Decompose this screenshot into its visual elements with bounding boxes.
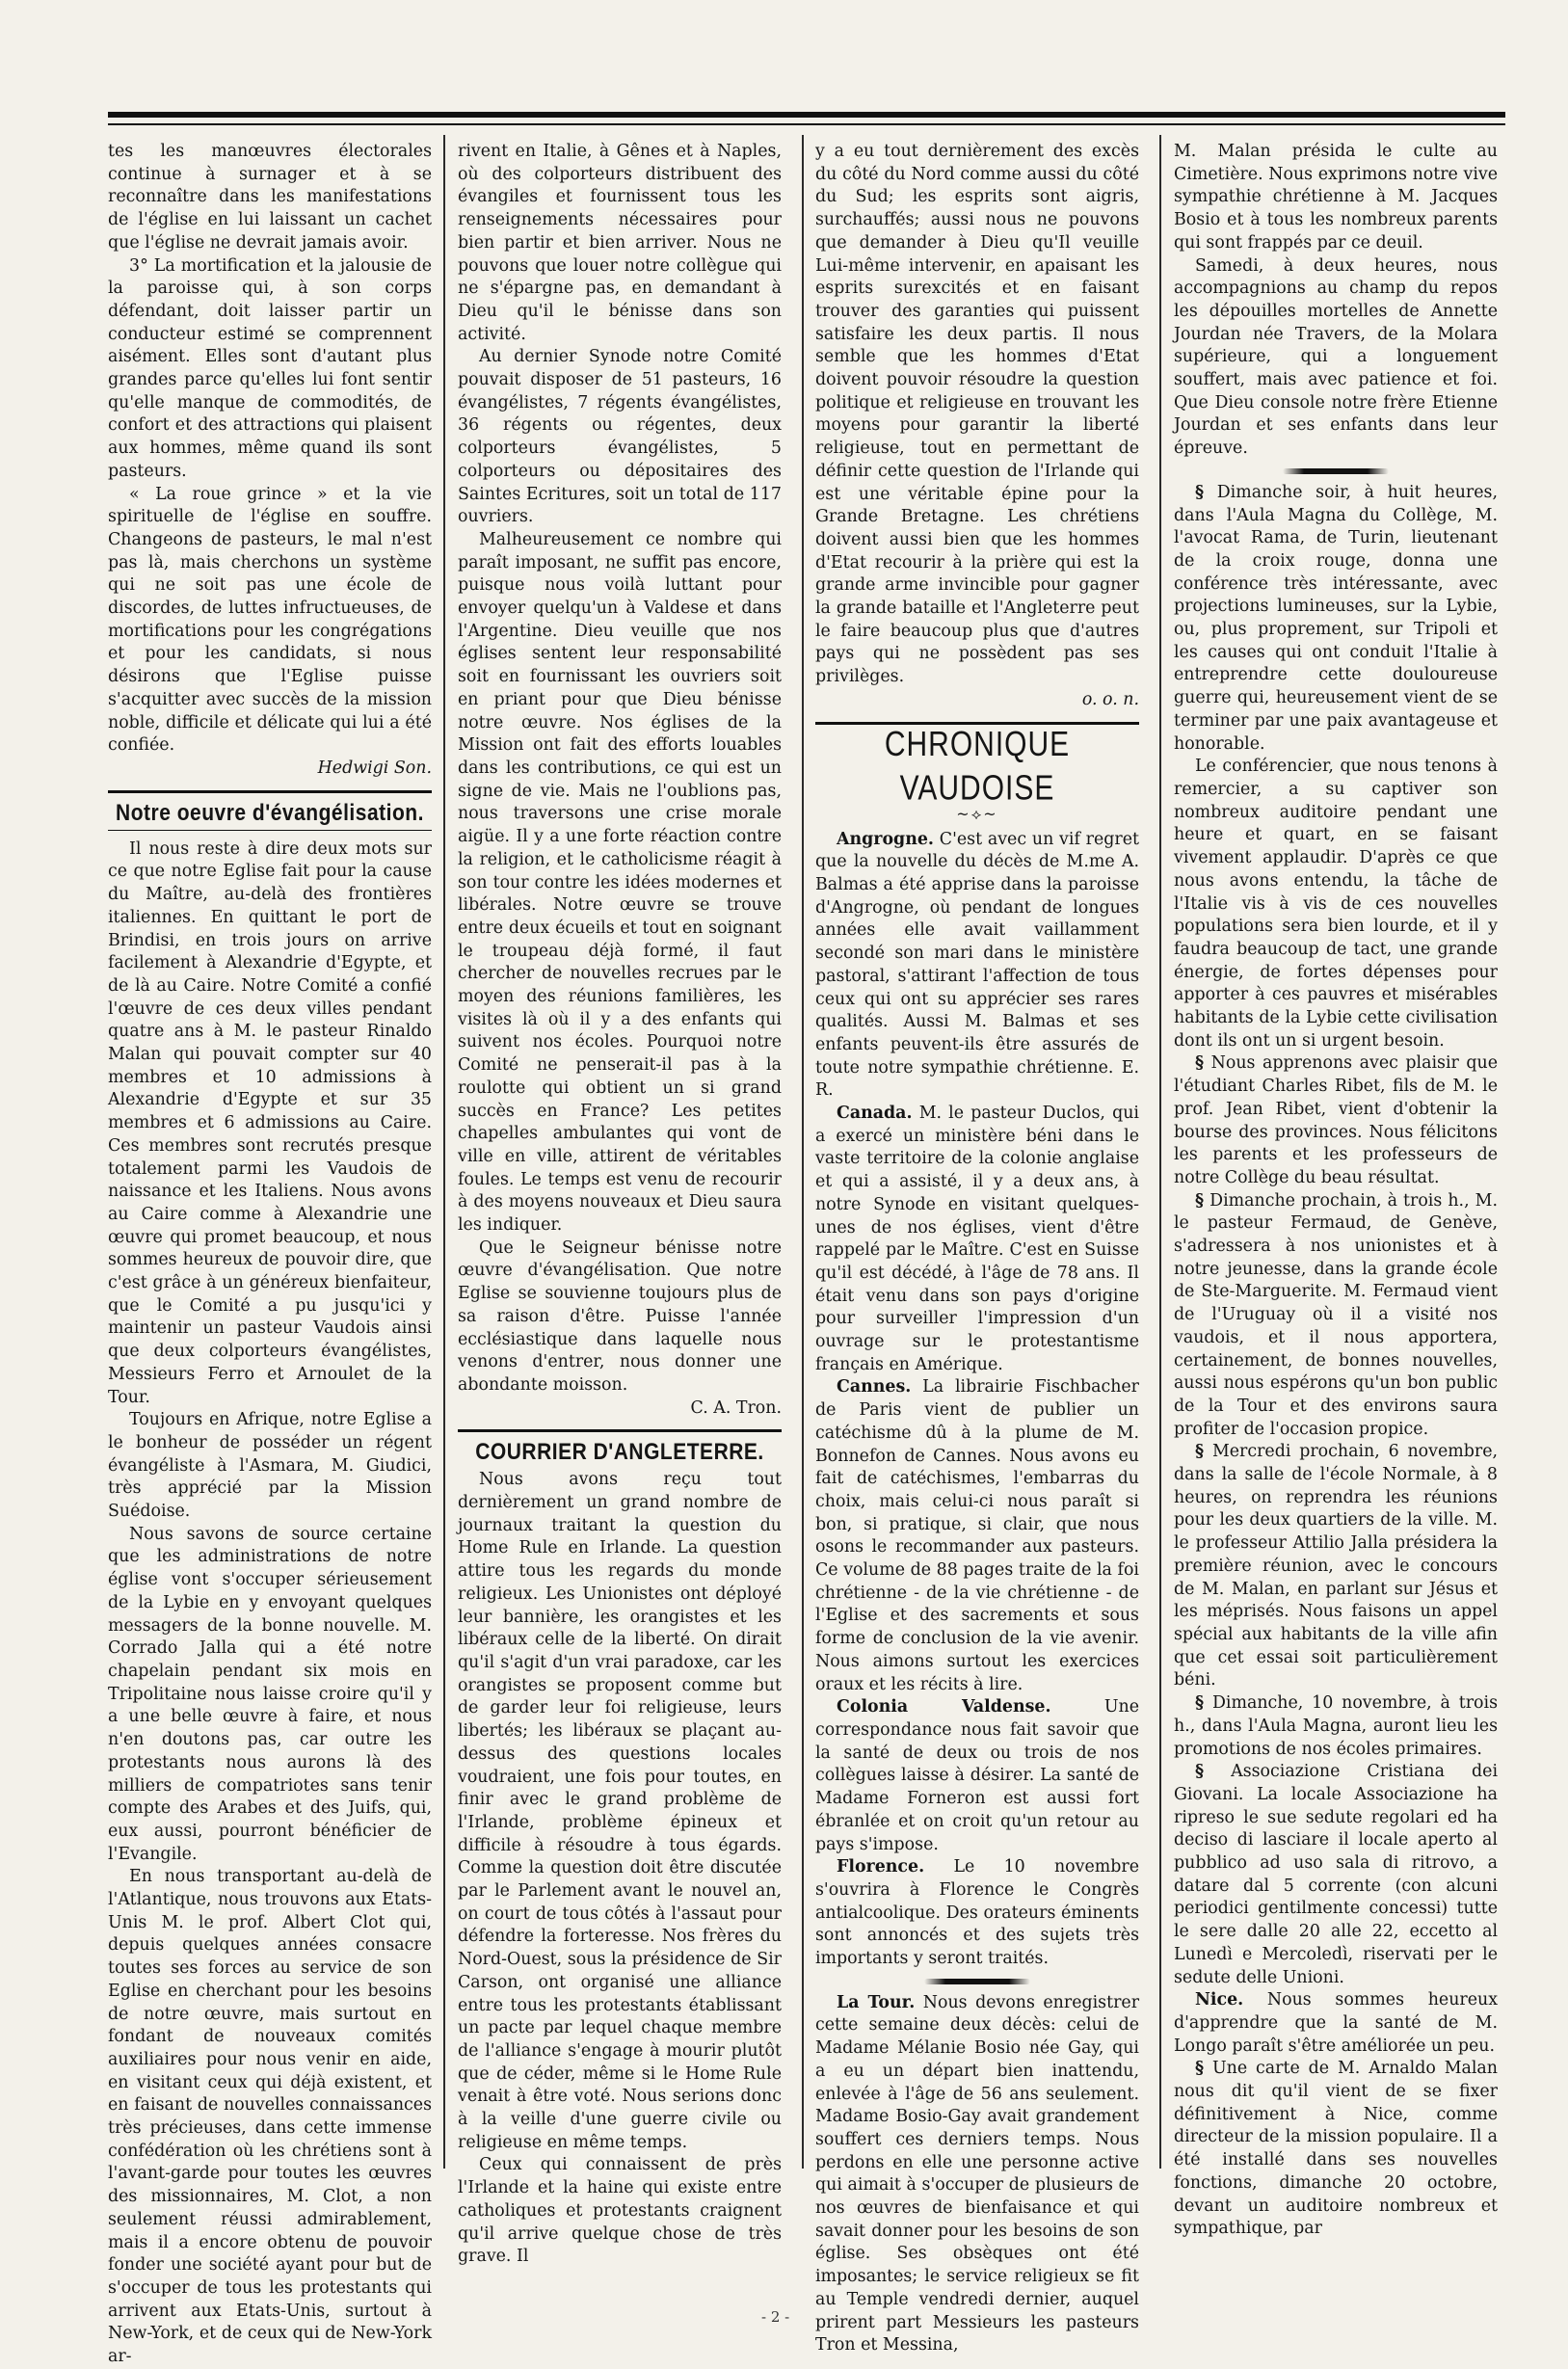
news-text: Nous sommes heureux d'apprendre que la santé de M. Longo paraît s'être améliorée un peu. [1174, 1990, 1499, 2056]
paragraph-mark-icon: § [1195, 1190, 1205, 1211]
column-2 [458, 141, 782, 2269]
paragraph: En nous transportant au-delà de l'Atlantique, nous trouvons aux Etats-Unis M. le prof. Albert Clot qui, depuis quelques années consacre toutes ses forces au service de son Eglise en cherchant pour les besoins de notre œuvre, mais surtout en fondant de nouveaux comités auxiliaires pour nous venir en aide, en visitant ceux qui déjà existent, et en faisant de nouvelles connaissances très précieuses, dans cette immense confédération où les chrétiens sont à l'avant-garde pour toutes les œuvres des missionnaires, M. Clot, a non seulement réussi admirablement, mais il a encore obtenu de pouvoir fonder une société ayant pour but de s'occuper de tous les protestants qui arrivent aux Etats-Unis, surtout à New-York, et de ceux qui de New-York ar- [108, 1867, 432, 2367]
masthead-rule-thin [108, 123, 1505, 125]
column-1 [108, 141, 432, 2369]
news-text: Le 10 novembre s'ouvrira à Florence le Congrès antialcoolique. Des orateurs éminents sont annoncés et des sujets très importants y seront traités. [815, 1857, 1139, 1969]
news-text: Mercredi prochain, 6 novembre, dans la salle de l'école Normale, à 8 heures, on reprendra les réunions pour les deux quartiers de la ville. M. le professeur Attilio Jalla présidera la première réunion, avec le concours de M. Malan, en parlant sur Jésus et les méprisés. Nous faisons un appel spécial aux habitants de la ville afin que cet essai soit particulièrement béni. [1174, 1442, 1499, 1690]
article-signature: Hedwigi Son. [317, 758, 432, 778]
section-rule [108, 830, 432, 831]
paragraph: y a eu tout dernièrement des excès du côté du Nord comme aussi du côté du Sud; les esprits sont aigris, surchauffés; aussi nous ne pouvons que demander à Dieu qu'Il veuille Lui-même intervenir, en apaisant les esprits surexcités et en faisant trouver des garanties qui puissent satisfaire les deux partis. Il nous semble que les hommes d'Etat doivent pouvoir résoudre la question politique et religieuse en trouvant les moyens pour garantir la liberté religieuse, tout en permettant de définir cette question de l'Irlande qui est une véritable épine pour la Grande Bretagne. Les chrétiens doivent aussi bien que les hommes d'Etat recourir à la prière qui est la grande arme invincible pour gagner la grande bataille et l'Angleterre peut le faire beaucoup plus que d'autres pays qui ne possèdent pas ses privilèges. [815, 142, 1139, 687]
paragraph-mark-icon: § [1195, 1762, 1205, 1782]
paragraph: Que le Seigneur bénisse notre œuvre d'évangélisation. Que notre Eglise se souvienne toujours plus de sa raison d'être. Puisse l'année ecclésiastique dans laquelle nous venons d'entrer, nous donner une abondante moisson. [458, 1238, 782, 1395]
paragraph: Au dernier Synode notre Comité pouvait disposer de 51 pasteurs, 16 évangélistes, 7 régents évangélistes, 36 régents ou régentes, deux colporteurs évangélistes, 5 colporteurs ou dépositaires des Saintes Ecritures, soit un total de 117 ouvriers. [458, 347, 782, 527]
paragraph: 3° La mortification et la jalousie de la paroisse qui, à son corps défendant, doit laisser partir un conducteur estimé se comprennent aisément. Elles sont d'autant plus grandes parce qu'elles lui font sentir qu'elle manque de commodités, de confort et des attractions qui plaisent aux hommes, même quand ils sont pasteurs. [108, 255, 432, 481]
locality-heading: Cannes. [837, 1377, 912, 1397]
paragraph: « La roue grince » et la vie spirituelle de l'église en souffre. Changeons de pasteurs, le mal n'est pas là, mais cherchons un système qui ne soit pas une école de discordes, de luttes infructueuses, de mortifications pour les congrégations et pour les candidats, si nous désirons que l'Eglise puisse s'acquitter avec succès de la mission noble, difficile et délicate qui lui a été confiée. [108, 484, 432, 756]
locality-heading: Angrogne. [837, 829, 934, 849]
paragraph: Il nous reste à dire deux mots sur ce que notre Eglise fait pour la cause du Maître, au-delà des frontières italiennes. En quittant le port de Brindisi, en trois jours on arrive facilement à Alexandrie d'Egypte, et de là au Caire. Notre Comité a confié l'œuvre de ces deux villes pendant quatre ans à M. le pasteur Rinaldo Malan qui pouvait compter sur 40 membres et 10 admissions à Alexandrie d'Egypte et sur 35 membres et 6 admissions au Caire. Ces membres sont recrutés presque totalement parmi les Vaudois de naissance et les Italiens. Nous avons au Caire comme à Alexandrie une œuvre qui promet beaucoup, et nous sommes heureux de pouvoir dire, que c'est grâce à un généreux bienfaiteur, que le Comité a pu jusqu'ici y maintenir un pasteur Vaudois ainsi que deux colporteurs évangélistes, Messieurs Ferro et Arnoulet de la Tour. [108, 838, 432, 1407]
flourish-ornament: ~⟡~ [956, 804, 998, 823]
paragraph-mark-icon: § [1195, 2059, 1205, 2079]
column-divider [1159, 135, 1161, 2169]
news-text: Dimanche prochain, à trois h., M. le pasteur Fermaud, de Genève, s'adressera à nos unionistes et à notre jeunesse, dans la grande école de Ste-Marguerite. M. Fermaud vient de l'Uruguay où il a visité nos vaudois, et il nous apportera, certainement, de bonnes nouvelles, aussi nous espérons qu'un bon public de la Tour et des environs saura profiter de l'occasion propice. [1174, 1190, 1498, 1439]
paragraph: rivent en Italie, à Gênes et à Naples, où des colporteurs distribuent des évangiles et fournissent tous les renseignements nécessaires pour bien partir et bien arriver. Nous ne pouvons que louer notre collègue qui ne s'épargne pas, en demandant à Dieu qu'il le bénisse dans son activité. [458, 142, 782, 344]
locality-heading: La Tour. [837, 1992, 916, 2012]
news-text: M. le pasteur Duclos, qui a exercé un ministère béni dans le vaste territoire de la colonie anglaise et qui a assisté, il y a deux ans, à notre Synode en visitant quelques-unes de nos églises, vient d'être rappelé par le Maître. C'est en Suisse qu'il est décédé, à l'âge de 78 ans. Il était venu dans son pays d'origine pour surveiller l'impression d'un ouvrage sur le protestantisme français en Amérique. [815, 1104, 1139, 1374]
paragraph-mark-icon: § [1195, 1053, 1205, 1074]
news-text: Nous apprenons avec plaisir que l'étudiant Charles Ribet, fils de M. le prof. Jean Ribet, vient d'obtenir la bourse des provinces. Nous félicitons les parents et les professeurs de notre Collège du beau résultat. [1174, 1053, 1499, 1187]
article-title: Notre oeuvre d'évangélisation. [116, 799, 424, 826]
paragraph: tes les manœuvres électorales continue à surnager et à se reconnaître dans les manifestations de l'église en lui laissant un cachet que l'église ne devrait jamais avoir. [108, 142, 432, 253]
news-text: La librairie Fischbacher de Paris vient de publier un catéchisme dû à la plume de M. Bonnefon de Cannes. Nous avons eu fait de catéchismes, l'embarras du choix, mais celui-ci nous paraît si bon, si pratique, si clair, que nous osons le recommander aux pasteurs. Ce volume de 88 pages traite de la foi chrétienne - de la vie chrétienne - de l'Eglise et des sacrements et sous forme de conclusion de la vie avenir. Nous aimons surtout les exercices oraux et les récits à lire. [815, 1377, 1139, 1694]
paragraph: Ceux qui connaissent de près l'Irlande et la haine qui existe entre catholiques et protestants craignent qu'il arrive quelque chose de très grave. Il [458, 2155, 782, 2267]
article-title: COURRIER D'ANGLETERRE. [475, 1439, 764, 1466]
locality-heading: Canada. [837, 1104, 913, 1124]
section-title: CHRONIQUE VAUDOISE [884, 725, 1071, 808]
section-rule [458, 1429, 782, 1432]
paragraph: Nous savons de source certaine que les administrations de notre église vont s'occuper sérieusement de la Lybie en y envoyant quelques messagers de la bonne nouvelle. M. Corrado Jalla qui a été notre chapelain pendant six mois en Tripolitaine nous laisse croire qu'il y a une belle œuvre à faire, et nous n'en doutons pas, car outre les protestants nous aurons là des milliers de compatriotes sans tenir compte des Arabes et des Juifs, qui, eux aussi, pourront bénéficier de l'Evangile. [108, 1524, 432, 1864]
news-text: Dimanche, 10 novembre, à trois h., dans l'Aula Magna, auront lieu les promotions de nos écoles primaires. [1174, 1693, 1499, 1759]
news-text: Nous devons enregistrer cette semaine deux décès: celui de Madame Mélanie Bosio née Gay, qui a eu un départ bien inattendu, enlevée à l'âge de 56 ans seulement. Madame Bosio-Gay avait grandement souffert ces derniers temps. Nous perdons en elle une personne active qui aimait à s'occuper de plusieurs de nos œuvres de bienfaisance et qui savait donner pour les besoins de son église. Ses obsèques ont été imposantes; le service religieux se fit au Temple vendredi dernier, auquel prirent part Messieurs les pasteurs Tron et Messina, [815, 1992, 1140, 2356]
news-text: Dimanche soir, à huit heures, dans l'Aula Magna du Collège, M. l'avocat Rama, de Turin, lieutenant de la croix rouge, donna une conférence très intéressante, avec projections lumineuses, sur la Lybie, ou, plus proprement, sur Tripoli et les causes qui ont conduit l'Italie à entreprendre cette douloureuse guerre qui, heureusement vient de se terminer par une paix avantageuse et honorable. [1174, 482, 1498, 754]
column-divider [802, 135, 804, 2169]
paragraph: Nous avons reçu tout dernièrement un grand nombre de journaux traitant la question du Home Rule en Irlande. La question attire tous les regards du monde religieux. Les Unionistes ont déployé leur bannière, les orangistes et les libéraux celle de la liberté. On dirait qu'il s'agit d'un vrai paradoxe, car les orangistes se proposent comme but de garder leur foi religieuse, leurs libertés; les libéraux se plaçant au-dessus des questions locales voudraient, une fois pour toutes, en finir avec le grand problème de l'Irlande, problème épineux et difficile à résoudre à tous égards. Comme la question doit être discutée par le Parlement avant le nouvel an, on court de tous côtés à l'assaut pour défendre la forteresse. Nos frères du Nord-Ouest, sous la présidence de Sir Carson, ont organisé une alliance entre tous les protestants établissant un pacte par lequel chaque membre de l'alliance s'engage à mourir plutôt que de céder, même si le Home Rule venait à être voté. Nous serions donc à la veille d'une guerre civile ou religieuse en même temps. [458, 1470, 782, 2152]
column-3 [815, 141, 1139, 2357]
paragraph-mark-icon: § [1195, 1442, 1205, 1462]
section-rule [108, 790, 432, 793]
locality-heading: Colonia Valdense. [837, 1697, 1051, 1717]
paragraph: Toujours en Afrique, notre Eglise a le bonheur de posséder un régent évangéliste à l'Asmara, M. Giudici, très apprécié par la Mission Suédoise. [108, 1410, 432, 1522]
page-number: - 2 - [761, 2308, 790, 2326]
column-4 [1174, 141, 1498, 2241]
news-text: C'est avec un vif regret que la nouvelle du décès de M.me A. Balmas a été apprise dans la paroisse d'Angrogne, où pendant de longues années elle avait vaillamment secondé son mari dans le ministère pastoral, s'attirant l'affection de tous ceux qui ont su apprécier ses rares qualités. Aussi M. Balmas et ses enfants peuvent-ils être assurés de toute notre sympathie chrétienne. [815, 829, 1140, 1078]
article-signature: o. o. n. [1081, 689, 1139, 709]
paragraph: M. Malan présida le culte au Cimetière. Nous exprimons notre vive sympathie chrétienne à M. Jacques Bosio et à tous les nombreux parents qui sont frappés par ce deuil. [1174, 142, 1498, 253]
separator-ornament [1283, 468, 1389, 474]
news-text: Une carte de M. Arnaldo Malan nous dit qu'il vient de se fixer définitivement à Nice, comme directeur de la mission populaire. Il a été installé dans ses nouvelles fonctions, dimanche 20 octobre, devant un auditoire nombreux et sympathique, par [1174, 2059, 1498, 2239]
paragraph: Le conférencier, que nous tenons à remercier, a su captiver son nombreux auditoire pendant une heure et quart, en se faisant vivement applaudir. D'après ce que nous avons entendu, la tâche de l'Italie vis à vis de ces nouvelles populations sera bien lourde, et il y faudra beaucoup de tact, une grande énergie, de fortes dépenses pour apporter à ces pauvres et misérables habitants de la Lybie cette civilisation dont ils ont un si urgent besoin. [1174, 757, 1498, 1051]
paragraph-mark-icon: § [1195, 482, 1205, 502]
news-text: Associazione Cristiana dei Giovani. La locale Associazione ha ripreso le sue sedute regolari ed ha deciso di lasciare il locale aperto al pubblico ad uso sala di ritrovo, a datare dal 5 corrente (con alcuni periodici gentilmente concessi) tutte le sere dalle 20 alle 22, eccetto al Lunedì e Mercoledì, riservati per le sedute delle Unioni. [1174, 1762, 1498, 1987]
article-signature: C. A. Tron. [690, 1397, 782, 1418]
masthead-rule-thick [108, 112, 1505, 118]
paragraph-mark-icon: § [1195, 1693, 1205, 1714]
locality-heading: Nice. [1195, 1990, 1244, 2010]
column-divider [443, 135, 445, 2169]
separator-ornament [924, 1979, 1030, 1984]
locality-heading: Florence. [837, 1857, 925, 1877]
news-text: Une correspondance nous fait savoir que la santé de deux ou trois de nos collègues laisse à désirer. La santé de Madame Forneron est aussi fort ébranlée et on croit qu'un retour au pays s'impose. [815, 1697, 1139, 1854]
paragraph: Malheureusement ce nombre qui paraît imposant, ne suffit pas encore, puisque nous voilà luttant pour envoyer quelqu'un à Valdese et dans l'Argentine. Dieu veuille que nos églises sentent leur responsabilité soit en fournissant les ouvriers soit en priant pour que Dieu bénisse notre œuvre. Nos églises de la Mission ont fait des efforts louables dans les contributions, ce qui est un signe de vie. Mais ne l'oublions pas, nous traversons une crise morale aigüe. Il y a une forte réaction contre la religion, et le catholicisme réagit à son tour contre les idées modernes et libérales. Notre œuvre se trouve entre deux écueils et tout en soignant le troupeau déjà formé, il faut chercher de nouvelles recrues par le moyen des réunions familières, les visites là où il y a des enfants qui suivent nos écoles. Pourquoi notre Comité ne penserait-il pas à la roulotte qui obtient un si grand succès en France? Les petites chapelles ambulantes qui vont de ville en ville, attirent de véritables foules. Le temps est venu de recourir à des moyens nouveaux et Dieu saura les indiquer. [458, 529, 782, 1236]
news-signature: E. R. [815, 1057, 1139, 1101]
paragraph: Samedi, à deux heures, nous accompagnions au champ du repos les dépouilles mortelles de Annette Jourdan née Travers, de la Molara supérieure, qui a longuement souffert, mais avec patience et foi. Que Dieu console notre frère Etienne Jourdan et ses enfants dans leur épreuve. [1174, 255, 1498, 459]
